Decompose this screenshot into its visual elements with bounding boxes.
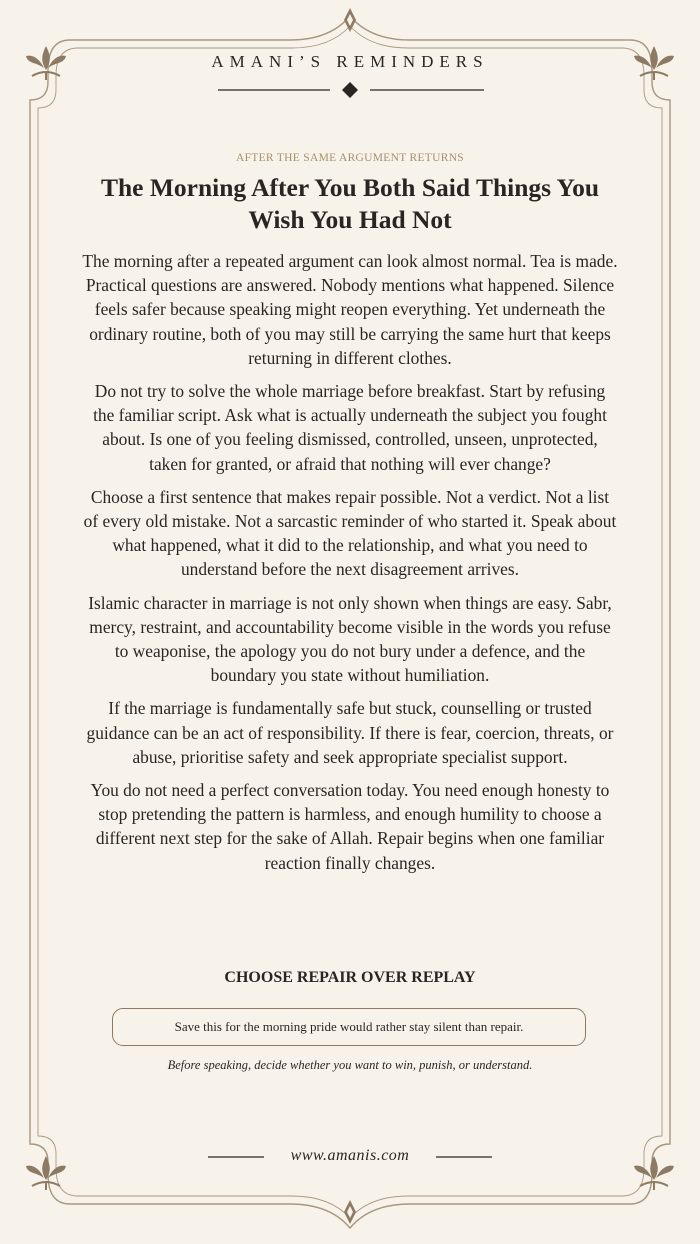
- body-paragraph: You do not need a perfect conversation today. You need enough honesty to stop pretending the pattern is harmless, and enough humility to choose a different next step for the sake of Allah. Repair begins when one familiar reaction finally changes.: [90, 780, 610, 873]
- body-paragraph: Choose a first sentence that makes repair possible. Not a verdict. Not a list of every old mistake. Not a sarcastic reminder of who started it. Speak about what happened, what it did to the relationship, and what you need to understand before the next disagreement arrives.: [83, 486, 617, 580]
- save-note-text: Save this for the morning pride would rather stay silent than repair.: [174, 1019, 524, 1034]
- save-note-box: [112, 1008, 586, 1046]
- body-paragraph: The morning after a repeated argument can look almost normal. Tea is made. Practical questions are answered. Nobody mentions what happened. Silence feels safer because speaking might reopen everything. Yet underneath the ordinary routine, both of you may still be carrying the same hurt that keeps returning in different clothes.: [82, 251, 618, 368]
- body-paragraph: If the marriage is fundamentally safe but stuck, counselling or trusted guidance can be an act of responsibility. If there is fear, coercion, threats, or abuse, prioritise safety and seek appropriate specialist support.: [86, 698, 614, 767]
- brand-name: AMANI’S REMINDERS: [211, 52, 489, 71]
- bottom-diamond-ornament: [344, 1200, 356, 1224]
- body-text: [82, 249, 618, 884]
- kicker-label: AFTER THE SAME ARGUMENT RETURNS: [235, 152, 465, 164]
- body-paragraph: Do not try to solve the whole marriage before breakfast. Start by refusing the familiar script. Ask what is actually underneath the subject you fought about. Is one of you feeling dismissed, controlled, unseen, unprotected, taken for granted, or afraid that nothing will ever change?: [93, 381, 607, 474]
- header-divider-diamond: [342, 82, 358, 98]
- page-title: The Morning After You Both Said Things You Wish You Had Not: [100, 173, 600, 234]
- call-to-action-heading: CHOOSE REPAIR OVER REPLAY: [224, 969, 476, 986]
- top-diamond-ornament: [344, 8, 356, 32]
- website-link[interactable]: www.amanis.com: [290, 1147, 410, 1164]
- body-paragraph: Islamic character in marriage is not only shown when things are easy. Sabr, mercy, restraint, and accountability become visible in the words you refuse to weaponise, the apology you do not bury under a defence, and the boundary you state without humiliation.: [88, 592, 612, 686]
- closing-tip: Before speaking, decide whether you want to win, punish, or understand.: [167, 1058, 533, 1072]
